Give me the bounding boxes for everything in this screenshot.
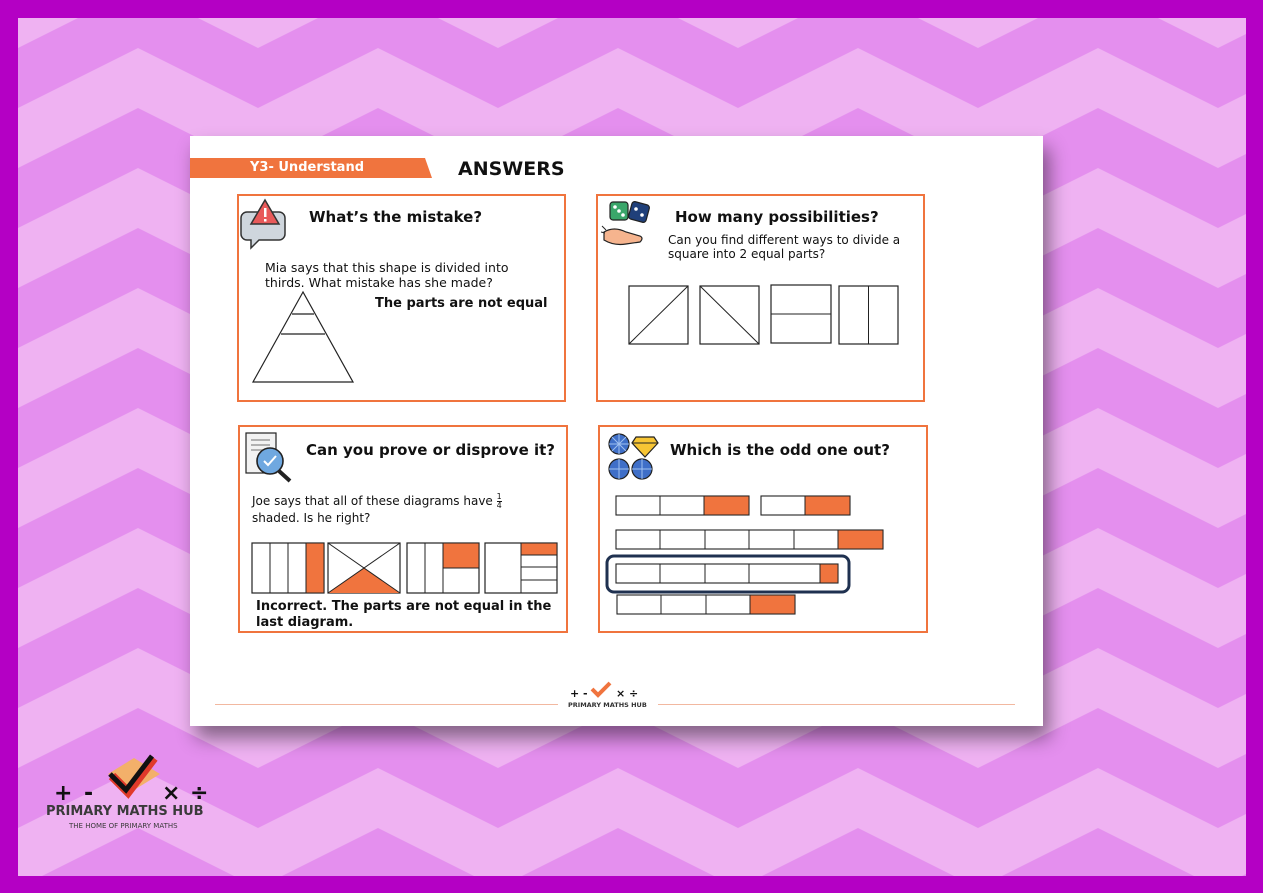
fraction-one-quarter: [497, 493, 502, 510]
warning-speech-icon: [241, 198, 291, 250]
brand-tagline: THE HOME OF PRIMARY MATHS: [69, 822, 178, 830]
magnifier-document-icon: [242, 431, 298, 485]
svg-text:÷: ÷: [190, 781, 209, 806]
svg-text:+ -: + -: [570, 687, 588, 700]
gems-icon: [608, 433, 662, 487]
prove-question: [252, 493, 552, 527]
bar-model-diagram: [606, 495, 926, 620]
mistake-title: What’s the mistake?: [309, 208, 483, 226]
dice-hand-icon: [600, 198, 660, 250]
odd-one-out-panel: [598, 425, 928, 633]
split-squares-diagram: [628, 285, 908, 347]
possibilities-title: How many possibilities?: [675, 208, 879, 226]
mistake-panel: [237, 194, 566, 402]
footer-logo-text: PRIMARY MATHS HUB: [568, 701, 647, 709]
prove-answer: Incorrect. The parts are not equal in the last diagram.: [256, 599, 552, 630]
odd-one-out-title: Which is the odd one out?: [670, 441, 890, 459]
possibilities-question: Can you find different ways to divide a square into 2 equal parts?: [668, 233, 901, 261]
page-title: ANSWERS: [458, 158, 565, 180]
svg-text:+: +: [54, 781, 73, 806]
svg-text:× ÷: × ÷: [616, 687, 639, 700]
mistake-question: Mia says that this shape is divided into thirds. What mistake has she made?: [265, 260, 509, 290]
math-symbols-logo-icon: [40, 752, 240, 804]
brand-logo: [40, 752, 240, 832]
prove-panel: [238, 425, 568, 633]
prove-question-part1: Joe says that all of these diagrams have: [252, 494, 493, 508]
fraction-numerator: 1: [496, 492, 502, 501]
banner-text: Y3- Understand: [250, 160, 365, 175]
mistake-answer: The parts are not equal: [375, 296, 548, 311]
quarter-diagrams: [251, 542, 561, 598]
math-symbols-logo-icon: [558, 679, 658, 701]
possibilities-panel: [596, 194, 925, 402]
triangle-diagram: [251, 290, 361, 385]
svg-text:-: -: [84, 781, 94, 806]
worksheet-page: [190, 136, 1043, 726]
fraction-denominator: 4: [496, 501, 502, 510]
svg-text:×: ×: [162, 781, 181, 806]
footer-logo: [558, 679, 658, 719]
prove-question-part2: shaded. Is he right?: [252, 511, 371, 525]
prove-title: Can you prove or disprove it?: [306, 441, 555, 459]
brand-name: PRIMARY MATHS HUB: [46, 804, 204, 819]
